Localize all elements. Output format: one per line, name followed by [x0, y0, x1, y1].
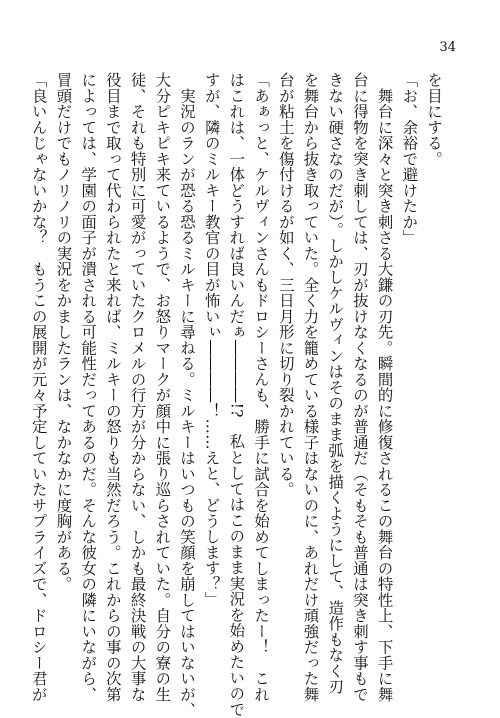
text-line: きない硬さなのだが）。しかしケルヴィンはそのまま弧を描くようにして、造作もなく刃 — [326, 72, 345, 695]
text-line: 台が粘土を傷付けるが如く、三日月形に切り裂かれている。 — [276, 72, 295, 498]
text-line: はこれは、一体どうすれば良いんだぁ――――!? 私としてはこのまま実況を始めたいので — [227, 72, 246, 718]
body-text — [29, 72, 446, 718]
text-line: 大分ピキピキ来ているようで、お怒りマークが顔中に張り巡らされていた。自分の寮の生 — [153, 72, 172, 702]
text-line: 台に得物を突き刺しては、刃が抜けなくなるのが普通だ（そもそも普通は突き刺す事もで — [350, 72, 369, 702]
text-line: 「良いんじゃないかな？ もうこの展開が元々予定していたサプライズで、ドロシー君が — [29, 72, 48, 702]
text-line: 舞台に深々と突き刺さる大鎌の刃先。瞬間的に修復されるこの舞台の特性上、下手に舞 — [375, 72, 394, 702]
text-line: 徒、それも特別に可愛がっていたクロメルの行方が分からない、しかも最終決戦の大事な — [128, 72, 147, 702]
text-line: によっては、学園の面子が潰される可能性だってあるのだ。そんな彼女の隣にいながら、 — [79, 72, 98, 702]
text-line: 「お、余裕で避けたか」 — [400, 72, 419, 246]
text-line: を目にする。 — [425, 72, 443, 167]
text-line: 実況のランが恐る恐るミルキーに尋ねる。ミルキーはいつもの笑顔を崩してはいないが、 — [177, 72, 196, 718]
text-line: 冒頭だけでもノリノリの実況をかましたランは、なかなかに度胸がある。 — [54, 72, 73, 592]
text-line: 役目まで取って代わられたと来れば、ミルキーの怒りも当然だろう。これからの事の次第 — [103, 72, 122, 702]
text-line: を舞台から抜き取っていた。全く力を籠めている様子はないのに、あれだけ頑強だった舞 — [301, 72, 320, 702]
page-number: 34 — [439, 40, 456, 55]
text-line: 「あぁっと、ケルヴィンさんもドロシーさんも、勝手に試合を始めてしまったー！ これ — [252, 72, 271, 702]
text-line: すが、隣のミルキー教官の目が怖いぃ――――！……えと、どうします？」 — [202, 72, 221, 608]
